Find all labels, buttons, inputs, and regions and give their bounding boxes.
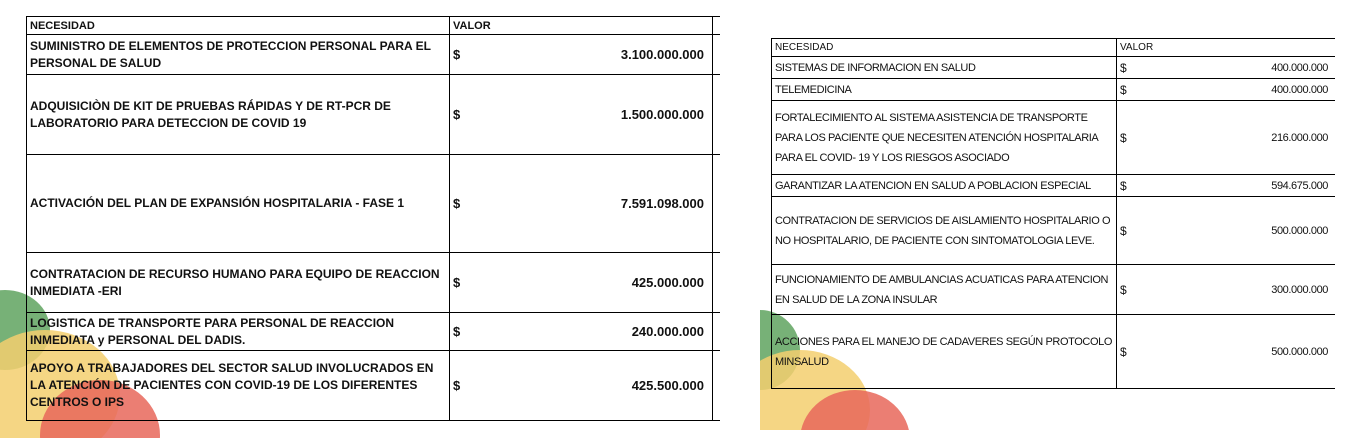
table-row bbox=[27, 351, 721, 421]
table-row bbox=[772, 101, 1336, 175]
table-header-row bbox=[772, 39, 1336, 57]
table-header-row bbox=[27, 17, 721, 35]
need-cell: CONTRATACION DE RECURSO HUMANO PARA EQUIPO DE REACCION INMEDIATA -ERI bbox=[27, 253, 450, 313]
amount-cell: 1.500.000.000 bbox=[488, 75, 713, 155]
table-row bbox=[27, 313, 721, 351]
currency-cell: $ bbox=[1117, 197, 1153, 265]
header-value: VALOR bbox=[1117, 39, 1336, 57]
table-row bbox=[27, 253, 721, 313]
right-budget-panel bbox=[760, 30, 1335, 430]
need-cell: ADQUISICIÒN DE KIT DE PRUEBAS RÁPIDAS Y DE RT-PCR DE LABORATORIO PARA DETECCION DE COVID 19 bbox=[27, 75, 450, 155]
need-cell: SISTEMAS DE INFORMACION EN SALUD bbox=[772, 57, 1117, 79]
table-row bbox=[27, 75, 721, 155]
currency-cell: $ bbox=[450, 35, 488, 75]
amount-cell: 594.675.000 bbox=[1153, 175, 1336, 197]
currency-cell: $ bbox=[1117, 175, 1153, 197]
currency-cell: $ bbox=[450, 253, 488, 313]
currency-cell: $ bbox=[1117, 265, 1153, 315]
table-row bbox=[772, 197, 1336, 265]
need-cell: SUMINISTRO DE ELEMENTOS DE PROTECCION PERSONAL PARA EL PERSONAL DE SALUD bbox=[27, 35, 450, 75]
currency-cell: $ bbox=[450, 155, 488, 253]
amount-cell: 216.000.000 bbox=[1153, 101, 1336, 175]
need-cell: FORTALECIMIENTO AL SISTEMA ASISTENCIA DE TRANSPORTE PARA LOS PACIENTE QUE NECESITEN ATENCIÓN HOSPITALARIA PARA EL COVID- 19 Y LOS RIESGOS ASOCIADO bbox=[772, 101, 1117, 175]
currency-cell: $ bbox=[1117, 315, 1153, 389]
amount-cell: 3.100.000.000 bbox=[488, 35, 713, 75]
header-need: NECESIDAD bbox=[27, 17, 450, 35]
need-cell: ACCIONES PARA EL MANEJO DE CADAVERES SEGÚN PROTOCOLO MINSALUD bbox=[772, 315, 1117, 389]
need-cell: APOYO A TRABAJADORES DEL SECTOR SALUD INVOLUCRADOS EN LA ATENCIÓN DE PACIENTES CON COVID-19 DE LOS DIFERENTES CENTROS O IPS bbox=[27, 351, 450, 421]
need-cell: CONTRATACION DE SERVICIOS DE AISLAMIENTO HOSPITALARIO O NO HOSPITALARIO, DE PACIENTE CON SINTOMATOLOGIA LEVE. bbox=[772, 197, 1117, 265]
need-cell: TELEMEDICINA bbox=[772, 79, 1117, 101]
table-row bbox=[27, 35, 721, 75]
amount-cell: 7.591.098.000 bbox=[488, 155, 713, 253]
need-cell: ACTIVACIÓN DEL PLAN DE EXPANSIÓN HOSPITALARIA - FASE 1 bbox=[27, 155, 450, 253]
table-row bbox=[27, 155, 721, 253]
currency-cell: $ bbox=[450, 313, 488, 351]
amount-cell: 425.000.000 bbox=[488, 253, 713, 313]
amount-cell: 500.000.000 bbox=[1153, 197, 1336, 265]
need-cell: LOGISTICA DE TRANSPORTE PARA PERSONAL DE REACCION INMEDIATA y PERSONAL DEL DADIS. bbox=[27, 313, 450, 351]
table-row bbox=[772, 57, 1336, 79]
currency-cell: $ bbox=[450, 75, 488, 155]
currency-cell: $ bbox=[1117, 101, 1153, 175]
left-needs-table bbox=[26, 16, 720, 421]
amount-cell: 400.000.000 bbox=[1153, 79, 1336, 101]
table-row bbox=[772, 175, 1336, 197]
header-value: VALOR bbox=[450, 17, 713, 35]
need-cell: GARANTIZAR LA ATENCION EN SALUD A POBLACION ESPECIAL bbox=[772, 175, 1117, 197]
currency-cell: $ bbox=[450, 351, 488, 421]
amount-cell: 400.000.000 bbox=[1153, 57, 1336, 79]
table-row bbox=[772, 315, 1336, 389]
currency-cell: $ bbox=[1117, 79, 1153, 101]
right-needs-table bbox=[771, 38, 1335, 389]
table-row bbox=[772, 79, 1336, 101]
currency-cell: $ bbox=[1117, 57, 1153, 79]
amount-cell: 425.500.000 bbox=[488, 351, 713, 421]
header-need: NECESIDAD bbox=[772, 39, 1117, 57]
need-cell: FUNCIONAMIENTO DE AMBULANCIAS ACUATICAS PARA ATENCION EN SALUD DE LA ZONA INSULAR bbox=[772, 265, 1117, 315]
amount-cell: 500.000.000 bbox=[1153, 315, 1336, 389]
amount-cell: 240.000.000 bbox=[488, 313, 713, 351]
amount-cell: 300.000.000 bbox=[1153, 265, 1336, 315]
table-row bbox=[772, 265, 1336, 315]
